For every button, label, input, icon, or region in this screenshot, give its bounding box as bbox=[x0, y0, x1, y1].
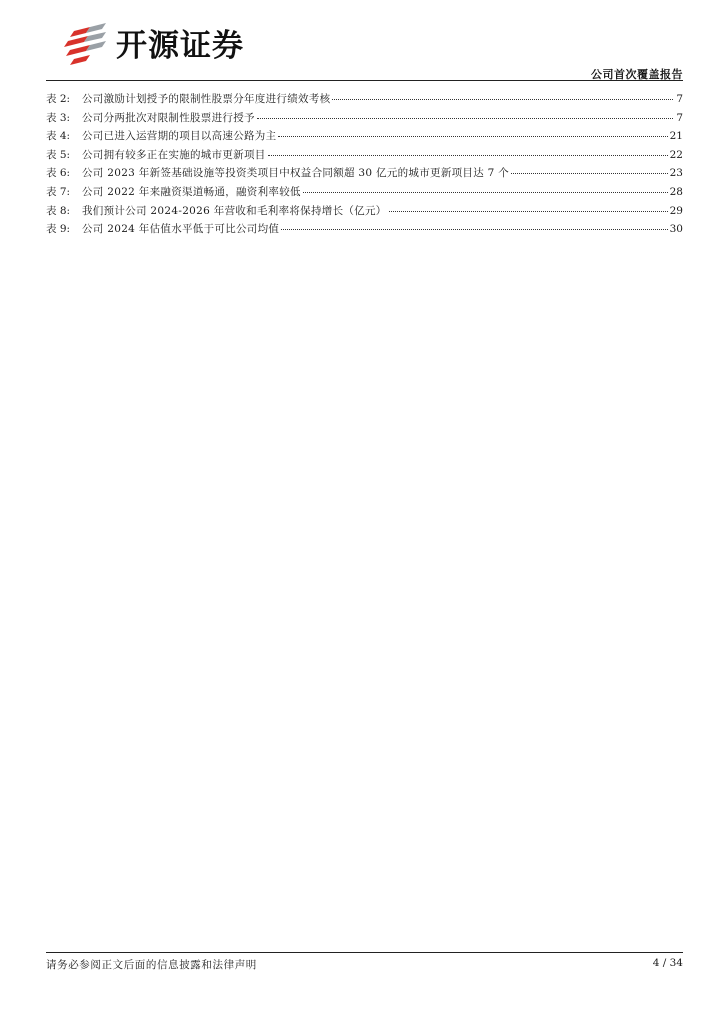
toc-entry-title[interactable]: 公司 2023 年新签基础设施等投资类项目中权益合同额超 30 亿元的城市更新项目达 7 个 bbox=[82, 167, 510, 180]
footer-divider bbox=[46, 952, 683, 953]
toc-entry-page[interactable]: 22 bbox=[669, 148, 683, 161]
report-type-label: 公司首次覆盖报告 bbox=[591, 68, 683, 81]
toc-leader-dots bbox=[281, 229, 667, 230]
toc-entry[interactable] bbox=[46, 202, 683, 221]
toc-entry-label: 表 2: bbox=[46, 93, 71, 105]
toc-entry-label: 表 4: bbox=[46, 130, 71, 143]
footer-disclaimer: 请务必参阅正文后面的信息披露和法律声明 bbox=[46, 959, 257, 971]
toc-entry-label: 表 6: bbox=[46, 167, 71, 180]
toc-entry[interactable] bbox=[46, 146, 683, 165]
toc-leader-dots bbox=[303, 192, 668, 193]
toc-entry-page[interactable]: 21 bbox=[669, 130, 683, 143]
toc-entry-title[interactable]: 公司拥有较多正在实施的城市更新项目 bbox=[82, 148, 266, 161]
toc-entry-title[interactable]: 我们预计公司 2024-2026 年营收和毛利率将保持增长（亿元） bbox=[82, 204, 387, 217]
toc-entry-label: 表 5: bbox=[46, 148, 71, 161]
toc-entry-page[interactable]: 30 bbox=[669, 223, 683, 236]
toc-entry[interactable] bbox=[46, 127, 683, 146]
toc-leader-dots bbox=[332, 99, 673, 100]
toc-leader-dots bbox=[389, 211, 668, 212]
logo-text: 开源证券 bbox=[116, 27, 244, 64]
toc-leader-dots bbox=[511, 173, 668, 174]
page-number: 4 / 34 bbox=[652, 957, 683, 969]
toc-entry-title[interactable]: 公司 2024 年估值水平低于可比公司均值 bbox=[82, 223, 280, 236]
toc-entry-label: 表 7: bbox=[46, 185, 71, 198]
toc-entry-title[interactable]: 公司激励计划授予的限制性股票分年度进行绩效考核 bbox=[82, 93, 331, 105]
toc-leader-dots bbox=[257, 118, 673, 119]
toc-entry[interactable] bbox=[46, 183, 683, 202]
toc-leader-dots bbox=[268, 155, 668, 156]
toc-entry[interactable] bbox=[46, 164, 683, 183]
toc-entry-page[interactable]: 23 bbox=[669, 167, 683, 180]
toc-entry-page[interactable]: 29 bbox=[669, 204, 683, 217]
header-divider bbox=[46, 80, 683, 81]
toc-leader-dots bbox=[278, 136, 667, 137]
company-logo bbox=[60, 22, 244, 70]
page-header bbox=[46, 22, 683, 80]
toc-entry-title[interactable]: 公司 2022 年来融资渠道畅通，融资利率较低 bbox=[82, 185, 301, 198]
toc-entry-label: 表 9: bbox=[46, 223, 71, 236]
toc-entry-title[interactable]: 公司分两批次对限制性股票进行授予 bbox=[82, 111, 255, 124]
toc-entry-page[interactable]: 7 bbox=[676, 111, 683, 124]
toc-entry[interactable] bbox=[46, 220, 683, 239]
toc-entry-title[interactable]: 公司已进入运营期的项目以高速公路为主 bbox=[82, 130, 277, 143]
toc-entry[interactable] bbox=[46, 90, 683, 109]
toc-entry-label: 表 8: bbox=[46, 204, 71, 217]
toc-entry-page[interactable]: 7 bbox=[676, 93, 683, 105]
toc-entry-label: 表 3: bbox=[46, 111, 71, 124]
toc-entry[interactable] bbox=[46, 109, 683, 128]
table-of-tables bbox=[46, 90, 683, 239]
toc-entry-page[interactable]: 28 bbox=[669, 185, 683, 198]
logo-mark-icon bbox=[60, 23, 110, 69]
